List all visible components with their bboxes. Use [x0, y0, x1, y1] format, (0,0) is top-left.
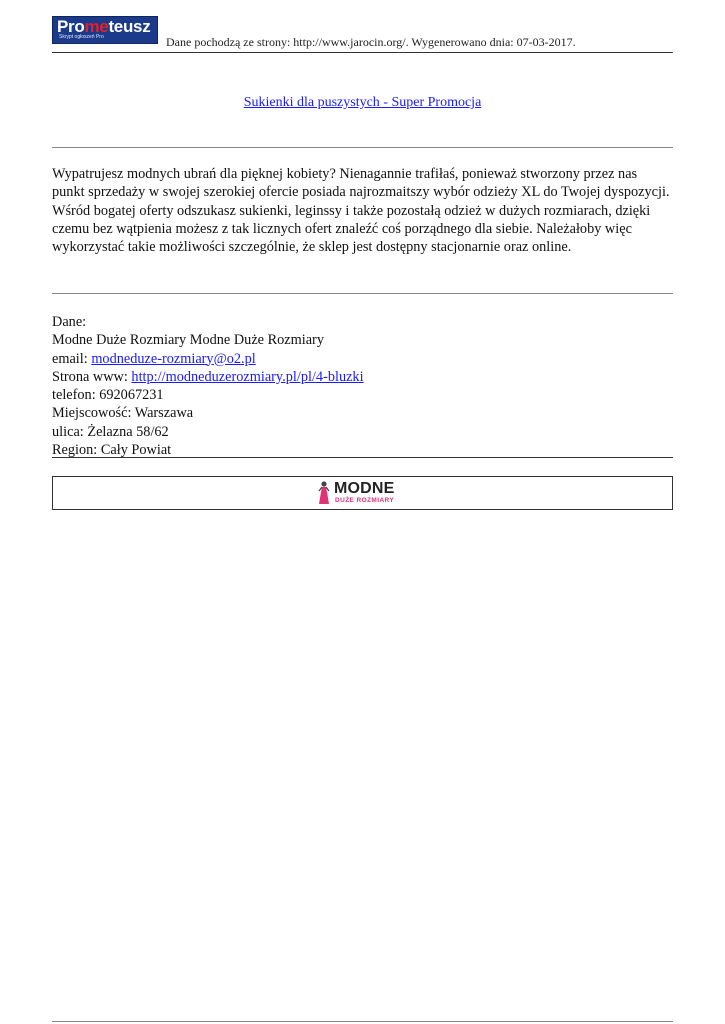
website-row	[52, 368, 670, 386]
website-link[interactable]: http://modneduzerozmiary.pl/pl/4-bluzki	[131, 368, 364, 385]
listing-title-link[interactable]: Sukienki dla puszystych - Super Promocja	[243, 95, 482, 110]
details-divider	[52, 457, 673, 458]
region-row: Region: Cały Powiat	[52, 442, 172, 459]
listing-description: Wypatrujesz modnych ubrań dla pięknej kobiety? Nienagannie trafiłaś, ponieważ stworzony przez nas punkt sprzedaży w swojej szerokiej ofercie posiada najrozmaitszy wybór odzieży XL do Twojej dyspozycji. Wśród bogatej oferty odszukasz sukienki, leginssy i także pozostałą odzież w dużych rozmiarach, dzięki czemu bez wątpienia możesz z tak licznych ofert znaleźć coś porządnego dla siebie. Należałoby więc wykorzystać takie możliwości szczególnie, że sklep jest dostępny stacjonarnie oraz online.	[52, 166, 670, 256]
street-row: ulica: Żelazna 58/62	[52, 423, 169, 440]
brand-sub-text: DUŻE ROZMIARY	[335, 497, 395, 504]
description-divider	[52, 293, 673, 294]
contact-details	[52, 313, 670, 459]
dress-figure-icon	[316, 480, 332, 507]
source-info: Dane pochodzą ze strony: http://www.jarocin.org/. Wygenerowano dnia: 07-03-2017.	[166, 35, 576, 49]
logo-name: Prometeusz	[57, 17, 151, 36]
email-label: email:	[52, 350, 92, 367]
prometeusz-logo	[52, 16, 158, 44]
email-link[interactable]: modneduze-rozmiary@o2.pl	[91, 350, 256, 367]
modne-logo	[316, 480, 416, 507]
city-row: Miejscowość: Warszawa	[52, 405, 194, 422]
website-label: Strona www:	[52, 368, 132, 385]
header-divider	[52, 52, 673, 53]
brand-main-text: MODNE	[334, 480, 395, 497]
email-row	[52, 350, 670, 368]
phone-row: telefon: 692067231	[52, 387, 164, 404]
company-logo-box	[52, 476, 673, 510]
logo-tagline: Skrypt ogłoszeń Pro	[59, 34, 104, 40]
details-heading: Dane:	[52, 314, 87, 330]
title-divider	[52, 147, 673, 148]
company-name: Modne Duże Rozmiary Modne Duże Rozmiary	[52, 332, 324, 349]
footer-divider	[52, 1021, 673, 1022]
